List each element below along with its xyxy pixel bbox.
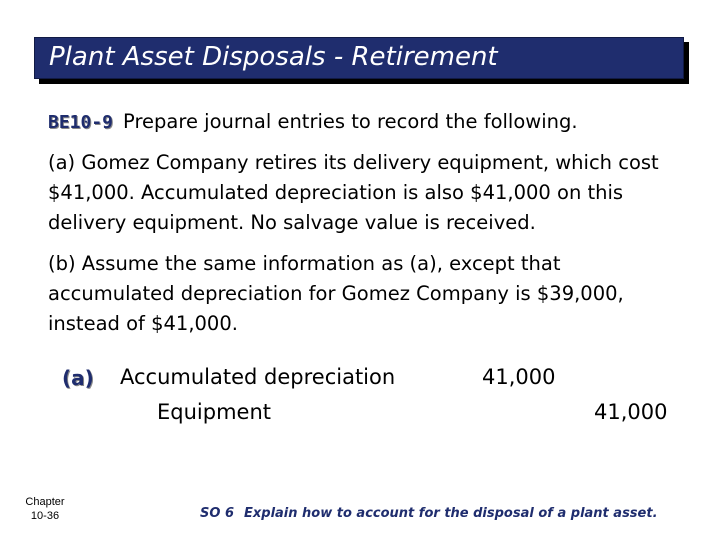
part-a-line: $41,000. Accumulated depreciation is also $41,000 on this <box>48 181 624 204</box>
so-text: Explain how to account for the disposal of a plant asset. <box>244 506 658 521</box>
slide-title-bar <box>34 37 684 79</box>
part-b-line: (b) Assume the same information as (a), except that <box>48 252 561 275</box>
exercise-header <box>48 107 578 138</box>
part-a-line: (a) Gomez Company retires its delivery equipment, which cost <box>48 151 659 174</box>
credit-account: Equipment <box>157 400 271 424</box>
chapter-label: Chapter <box>25 496 65 508</box>
study-objective <box>200 506 658 521</box>
so-code: SO 6 <box>200 506 234 521</box>
debit-amount: 41,000 <box>482 365 556 389</box>
entry-label: (a) <box>62 366 94 390</box>
chapter-ref <box>20 495 70 523</box>
debit-account: Accumulated depreciation <box>120 365 396 389</box>
part-b-line: instead of $41,000. <box>48 312 238 335</box>
credit-amount: 41,000 <box>594 400 668 424</box>
slide-title: Plant Asset Disposals - Retirement <box>49 42 498 72</box>
part-a-line: delivery equipment. No salvage value is received. <box>48 211 536 234</box>
exercise-instruction: Prepare journal entries to record the following. <box>123 110 578 133</box>
page-ref: 10-36 <box>30 510 60 522</box>
part-b-line: accumulated depreciation for Gomez Company is $39,000, <box>48 282 624 305</box>
exercise-code: BE10-9 <box>48 112 114 133</box>
